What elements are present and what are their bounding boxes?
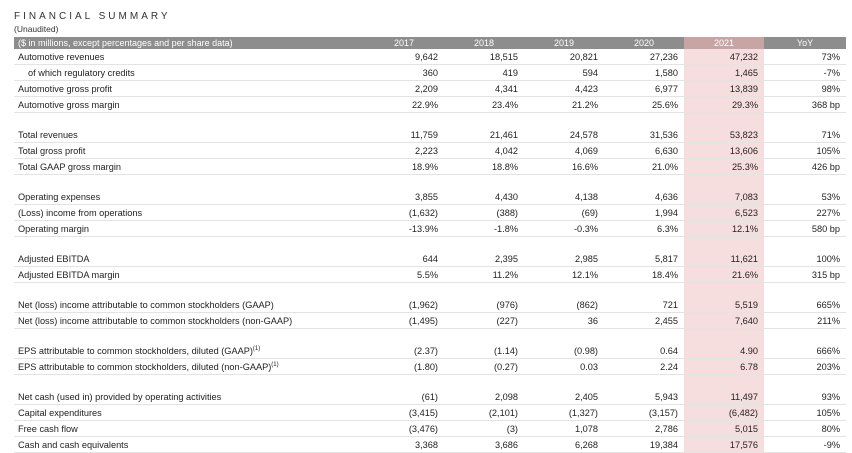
value-cell: 21.0% [604, 159, 684, 175]
table-row [14, 297, 846, 313]
row-label [14, 389, 364, 405]
value-cell: (1,327) [524, 405, 604, 421]
row-label [14, 421, 364, 437]
spacer-cell [764, 375, 846, 390]
header-yoy: YoY [764, 37, 846, 49]
row-label-text: Total gross profit [18, 145, 86, 156]
spacer-cell [524, 375, 604, 390]
value-cell: 12.1% [524, 267, 604, 283]
value-cell: 721 [604, 297, 684, 313]
row-label-text: Net (loss) income attributable to common stockholders (GAAP) [18, 299, 274, 310]
value-cell: 4,042 [444, 143, 524, 159]
value-cell: 11,759 [364, 127, 444, 143]
value-cell-highlighted: 11,497 [684, 389, 764, 405]
value-cell-highlighted: 7,083 [684, 189, 764, 205]
table-row [14, 343, 846, 359]
row-label [14, 267, 364, 283]
value-cell: 2,455 [604, 313, 684, 329]
table-row [14, 189, 846, 205]
spacer-cell [604, 329, 684, 344]
value-cell: 9,642 [364, 49, 444, 65]
table-row [14, 143, 846, 159]
spacer-cell [364, 175, 444, 190]
table-row [14, 389, 846, 405]
value-cell: 19,384 [604, 437, 684, 453]
header-year: 2020 [604, 37, 684, 49]
value-cell-highlighted: 21.6% [684, 267, 764, 283]
row-label [14, 49, 364, 65]
row-label [14, 159, 364, 175]
yoy-cell: 665% [764, 297, 846, 313]
value-cell: 6.3% [604, 221, 684, 237]
value-cell: 18.4% [604, 267, 684, 283]
value-cell: 24,578 [524, 127, 604, 143]
value-cell: 21.2% [524, 97, 604, 113]
spacer-cell [444, 113, 524, 128]
yoy-cell: 53% [764, 189, 846, 205]
table-row [14, 65, 846, 81]
value-cell: (2.37) [364, 343, 444, 359]
spacer-cell [364, 237, 444, 252]
value-cell: 2,209 [364, 81, 444, 97]
header-year: 2017 [364, 37, 444, 49]
group-spacer [14, 375, 846, 390]
table-row [14, 421, 846, 437]
value-cell-highlighted: 13,839 [684, 81, 764, 97]
page-subtitle: (Unaudited) [14, 24, 59, 34]
value-cell: 6,268 [524, 437, 604, 453]
value-cell: 1,580 [604, 65, 684, 81]
value-cell: 4,430 [444, 189, 524, 205]
value-cell: 1,994 [604, 205, 684, 221]
value-cell: 2,985 [524, 251, 604, 267]
value-cell-highlighted: 17,576 [684, 437, 764, 453]
spacer-cell [364, 329, 444, 344]
value-cell: 25.6% [604, 97, 684, 113]
value-cell: (3,415) [364, 405, 444, 421]
spacer-cell [444, 375, 524, 390]
value-cell-highlighted: 6.78 [684, 359, 764, 375]
row-label-text: of which regulatory credits [28, 67, 135, 78]
table-row [14, 405, 846, 421]
value-cell: 4,423 [524, 81, 604, 97]
group-spacer [14, 113, 846, 128]
row-label-text: Automotive revenues [18, 51, 105, 62]
value-cell: (227) [444, 313, 524, 329]
value-cell: 4,636 [604, 189, 684, 205]
row-label [14, 189, 364, 205]
yoy-cell: 227% [764, 205, 846, 221]
table-header-row [14, 37, 846, 49]
table-row [14, 359, 846, 375]
yoy-cell: 71% [764, 127, 846, 143]
value-cell: (862) [524, 297, 604, 313]
spacer-cell [764, 175, 846, 190]
header-year: 2019 [524, 37, 604, 49]
value-cell: 4,341 [444, 81, 524, 97]
spacer-cell [364, 113, 444, 128]
yoy-cell: 105% [764, 143, 846, 159]
row-label-text: Automotive gross margin [18, 99, 120, 110]
yoy-cell: 211% [764, 313, 846, 329]
value-cell: 419 [444, 65, 524, 81]
value-cell: 2.24 [604, 359, 684, 375]
table-row [14, 159, 846, 175]
spacer-cell [524, 237, 604, 252]
page-title: FINANCIAL SUMMARY [14, 11, 171, 22]
spacer-cell [684, 375, 764, 390]
row-label [14, 127, 364, 143]
spacer-cell [364, 283, 444, 298]
value-cell-highlighted: 4.90 [684, 343, 764, 359]
table-row [14, 97, 846, 113]
row-label [14, 405, 364, 421]
table-row [14, 205, 846, 221]
value-cell: 18,515 [444, 49, 524, 65]
spacer-cell [684, 329, 764, 344]
value-cell: 644 [364, 251, 444, 267]
row-label-text: Operating margin [18, 223, 89, 234]
spacer-cell [684, 175, 764, 190]
group-spacer [14, 237, 846, 252]
table-body [14, 49, 846, 453]
value-cell: (1.14) [444, 343, 524, 359]
row-label-text: Total GAAP gross margin [18, 161, 121, 172]
spacer-cell [14, 175, 364, 190]
row-label-text: EPS attributable to common stockholders, diluted (non-GAAP) [18, 361, 272, 372]
value-cell-highlighted: 53,823 [684, 127, 764, 143]
value-cell: 3,686 [444, 437, 524, 453]
value-cell: 5,817 [604, 251, 684, 267]
yoy-cell: 315 bp [764, 267, 846, 283]
spacer-cell [684, 113, 764, 128]
row-label-text: Net cash (used in) provided by operating activities [18, 391, 222, 402]
value-cell: 4,138 [524, 189, 604, 205]
spacer-cell [684, 283, 764, 298]
footnote-marker: (1) [271, 361, 279, 368]
spacer-cell [764, 113, 846, 128]
value-cell-highlighted: 47,232 [684, 49, 764, 65]
group-spacer [14, 283, 846, 298]
spacer-cell [604, 237, 684, 252]
row-label [14, 205, 364, 221]
group-spacer [14, 175, 846, 190]
spacer-cell [604, 113, 684, 128]
row-label [14, 221, 364, 237]
row-label [14, 251, 364, 267]
spacer-cell [604, 375, 684, 390]
table-row [14, 437, 846, 453]
value-cell: 2,395 [444, 251, 524, 267]
financial-table [14, 37, 846, 453]
value-cell: 0.64 [604, 343, 684, 359]
value-cell: (3,157) [604, 405, 684, 421]
spacer-cell [764, 283, 846, 298]
row-label-text: EPS attributable to common stockholders, diluted (GAAP) [18, 345, 253, 356]
spacer-cell [684, 237, 764, 252]
table-row [14, 313, 846, 329]
value-cell-highlighted: 12.1% [684, 221, 764, 237]
yoy-cell: 93% [764, 389, 846, 405]
row-label-text: Adjusted EBITDA [18, 253, 90, 264]
value-cell: 31,536 [604, 127, 684, 143]
value-cell-highlighted: 5,519 [684, 297, 764, 313]
yoy-cell: -9% [764, 437, 846, 453]
table-row [14, 49, 846, 65]
value-cell: 20,821 [524, 49, 604, 65]
spacer-cell [14, 283, 364, 298]
spacer-cell [444, 283, 524, 298]
row-label [14, 81, 364, 97]
value-cell: 5.5% [364, 267, 444, 283]
yoy-cell: 105% [764, 405, 846, 421]
value-cell-highlighted: 6,523 [684, 205, 764, 221]
row-label [14, 359, 364, 375]
value-cell: -13.9% [364, 221, 444, 237]
value-cell: 18.8% [444, 159, 524, 175]
table-row [14, 81, 846, 97]
value-cell: 3,855 [364, 189, 444, 205]
value-cell-highlighted: (6,482) [684, 405, 764, 421]
header-label: ($ in millions, except percentages and per share data) [14, 37, 364, 49]
table-row [14, 127, 846, 143]
value-cell-highlighted: 1,465 [684, 65, 764, 81]
value-cell: 21,461 [444, 127, 524, 143]
row-label [14, 65, 364, 81]
row-label-text: Operating expenses [18, 191, 101, 202]
value-cell: (1,632) [364, 205, 444, 221]
spacer-cell [764, 329, 846, 344]
value-cell: (3,476) [364, 421, 444, 437]
value-cell: 594 [524, 65, 604, 81]
row-label-text: Automotive gross profit [18, 83, 112, 94]
value-cell: (2,101) [444, 405, 524, 421]
table-row [14, 221, 846, 237]
value-cell: (976) [444, 297, 524, 313]
spacer-cell [524, 329, 604, 344]
spacer-cell [364, 375, 444, 390]
value-cell: 2,223 [364, 143, 444, 159]
spacer-cell [524, 113, 604, 128]
value-cell-highlighted: 13,606 [684, 143, 764, 159]
row-label [14, 97, 364, 113]
value-cell: 27,236 [604, 49, 684, 65]
yoy-cell: 80% [764, 421, 846, 437]
value-cell: -0.3% [524, 221, 604, 237]
value-cell: (1.80) [364, 359, 444, 375]
row-label-text: Net (loss) income attributable to common stockholders (non-GAAP) [18, 315, 293, 326]
spacer-cell [524, 175, 604, 190]
value-cell: 3,368 [364, 437, 444, 453]
value-cell-highlighted: 7,640 [684, 313, 764, 329]
value-cell: (388) [444, 205, 524, 221]
value-cell: 5,943 [604, 389, 684, 405]
spacer-cell [604, 175, 684, 190]
value-cell: (69) [524, 205, 604, 221]
value-cell: 0.03 [524, 359, 604, 375]
spacer-cell [444, 237, 524, 252]
value-cell: 1,078 [524, 421, 604, 437]
row-label-text: (Loss) income from operations [18, 207, 143, 218]
yoy-cell: 580 bp [764, 221, 846, 237]
yoy-cell: 666% [764, 343, 846, 359]
row-label [14, 343, 364, 359]
row-label-text: Adjusted EBITDA margin [18, 269, 120, 280]
spacer-cell [14, 375, 364, 390]
header-year: 2018 [444, 37, 524, 49]
row-label-text: Free cash flow [18, 423, 78, 434]
yoy-cell: -7% [764, 65, 846, 81]
value-cell: 18.9% [364, 159, 444, 175]
value-cell: 36 [524, 313, 604, 329]
value-cell: 23.4% [444, 97, 524, 113]
row-label-text: Capital expenditures [18, 407, 102, 418]
group-spacer [14, 329, 846, 344]
value-cell: 11.2% [444, 267, 524, 283]
value-cell: 16.6% [524, 159, 604, 175]
row-label [14, 313, 364, 329]
value-cell: (0.27) [444, 359, 524, 375]
row-label [14, 437, 364, 453]
spacer-cell [14, 237, 364, 252]
yoy-cell: 426 bp [764, 159, 846, 175]
yoy-cell: 98% [764, 81, 846, 97]
row-label [14, 143, 364, 159]
yoy-cell: 368 bp [764, 97, 846, 113]
spacer-cell [14, 329, 364, 344]
spacer-cell [444, 329, 524, 344]
table-row [14, 267, 846, 283]
value-cell-highlighted: 11,621 [684, 251, 764, 267]
value-cell: -1.8% [444, 221, 524, 237]
value-cell: 2,405 [524, 389, 604, 405]
row-label [14, 297, 364, 313]
value-cell: (0.98) [524, 343, 604, 359]
row-label-text: Total revenues [18, 129, 78, 140]
spacer-cell [604, 283, 684, 298]
value-cell: (1,962) [364, 297, 444, 313]
value-cell: (61) [364, 389, 444, 405]
spacer-cell [764, 237, 846, 252]
row-label-text: Cash and cash equivalents [18, 439, 129, 450]
value-cell: 360 [364, 65, 444, 81]
yoy-cell: 73% [764, 49, 846, 65]
spacer-cell [524, 283, 604, 298]
value-cell: 6,977 [604, 81, 684, 97]
table-row [14, 251, 846, 267]
value-cell: 22.9% [364, 97, 444, 113]
spacer-cell [444, 175, 524, 190]
footnote-marker: (1) [252, 345, 261, 352]
value-cell: (1,495) [364, 313, 444, 329]
value-cell-highlighted: 5,015 [684, 421, 764, 437]
value-cell: 2,786 [604, 421, 684, 437]
value-cell: 6,630 [604, 143, 684, 159]
value-cell: 4,069 [524, 143, 604, 159]
value-cell: 2,098 [444, 389, 524, 405]
value-cell-highlighted: 25.3% [684, 159, 764, 175]
yoy-cell: 203% [764, 359, 846, 375]
value-cell: (3) [444, 421, 524, 437]
yoy-cell: 100% [764, 251, 846, 267]
header-year-highlighted: 2021 [684, 37, 764, 49]
value-cell-highlighted: 29.3% [684, 97, 764, 113]
spacer-cell [14, 113, 364, 128]
